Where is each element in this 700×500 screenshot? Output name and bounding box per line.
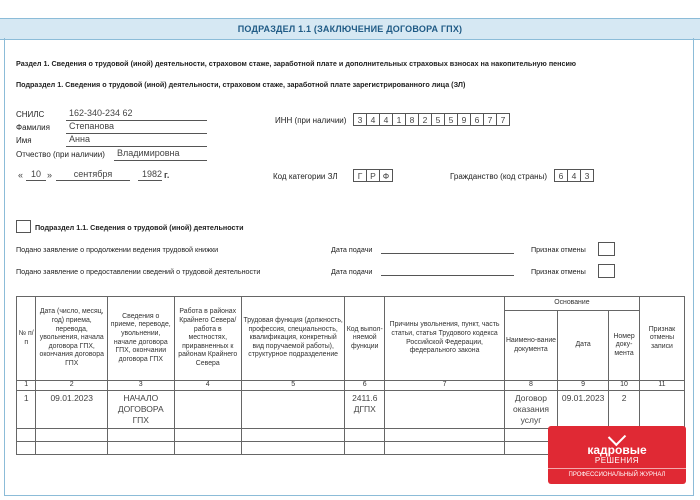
category-cell[interactable]: Р — [366, 169, 380, 182]
category-cell[interactable]: Ф — [379, 169, 393, 182]
col-num-10: 10 — [609, 381, 640, 391]
col-header-2: Дата (число, месяц, год) приема, перевода, увольнения, начала договора ГПХ, окончания договора ГПХ — [36, 297, 108, 381]
row-doc-date[interactable]: 09.01.2023 — [558, 391, 609, 429]
category-label: Код категории ЗЛ — [273, 172, 338, 181]
header-title: ПОДРАЗДЕЛ 1.1 (ЗАКЛЮЧЕНИЕ ДОГОВОРА ГПХ) — [237, 24, 463, 34]
citizenship-cells[interactable] — [554, 169, 594, 182]
surname-field[interactable]: Степанова — [66, 121, 207, 134]
continue-workbook-text: Подано заявление о продолжении ведения трудовой книжки — [16, 245, 219, 254]
date-field-1[interactable] — [381, 243, 514, 254]
row-doc-name[interactable]: Договор оказания услуг — [504, 391, 557, 429]
col-header-10: Номер доку-мента — [609, 311, 640, 381]
col-num-11: 11 — [639, 381, 684, 391]
inn-cell[interactable]: 8 — [405, 113, 419, 126]
cancel-label-2: Признак отмены — [531, 267, 586, 276]
date-field-2[interactable] — [381, 265, 514, 276]
subsection-title: Подраздел 1.1. Сведения о трудовой (иной) деятельности — [35, 223, 244, 232]
logo-line3: ПРОФЕССИОНАЛЬНЫЙ ЖУРНАЛ — [548, 468, 686, 479]
col-header-1: № п/п — [17, 297, 36, 381]
row-function[interactable] — [242, 391, 345, 429]
citizenship-cell[interactable]: 3 — [580, 169, 594, 182]
logo-line2: РЕШЕНИЯ — [594, 456, 640, 465]
inn-cell[interactable]: 7 — [483, 113, 497, 126]
col-num-8: 8 — [504, 381, 557, 391]
inn-cell[interactable]: 4 — [366, 113, 380, 126]
birth-month[interactable]: сентября — [56, 169, 130, 181]
col-header-9: Дата — [558, 311, 609, 381]
row-reason[interactable] — [385, 391, 505, 429]
row-code[interactable]: 2411.6 ДГПХ — [345, 391, 385, 429]
snils-label: СНИЛС — [16, 110, 45, 119]
inn-cell[interactable]: 1 — [392, 113, 406, 126]
col-header-5: Трудовая функция (должность, профессия, специальность, квалификация, конкретный вид поручаемой работы), структурное подразделение — [242, 297, 345, 381]
citizenship-label: Гражданство (код страны) — [450, 172, 547, 181]
col-num-3: 3 — [108, 381, 174, 391]
cancel-label-1: Признак отмены — [531, 245, 586, 254]
citizenship-cell[interactable]: 6 — [554, 169, 568, 182]
inn-cell[interactable]: 4 — [379, 113, 393, 126]
inn-cell[interactable]: 7 — [496, 113, 510, 126]
category-cells[interactable] — [353, 169, 393, 182]
snils-field[interactable]: 162-340-234 62 — [66, 108, 207, 121]
inn-cell[interactable]: 9 — [457, 113, 471, 126]
col-num-9: 9 — [558, 381, 609, 391]
section-subtitle: Подраздел 1. Сведения о трудовой (иной) деятельности, страховом стаже, заработной плате зарегистрированного лица (ЗЛ) — [16, 80, 466, 89]
col-num-5: 5 — [242, 381, 345, 391]
birth-year[interactable]: 1982 — [138, 169, 162, 181]
birth-close-quote: » — [47, 170, 53, 180]
cancel-checkbox-1[interactable] — [598, 242, 615, 256]
col-header-4: Работа в районах Крайнего Севера/работа в местностях, приравненных к районам Крайнего Севера — [174, 297, 242, 381]
inn-cell[interactable]: 6 — [470, 113, 484, 126]
basis-header: Основание — [504, 297, 639, 311]
col-num-6: 6 — [345, 381, 385, 391]
header-bar — [0, 18, 700, 40]
col-num-2: 2 — [36, 381, 108, 391]
date-label-1: Дата подачи — [331, 245, 373, 254]
col-num-1: 1 — [17, 381, 36, 391]
cancel-checkbox-2[interactable] — [598, 264, 615, 278]
table-row — [17, 391, 685, 429]
inn-cell[interactable]: 5 — [431, 113, 445, 126]
name-field[interactable]: Анна — [66, 134, 207, 147]
inn-cell[interactable]: 3 — [353, 113, 367, 126]
inn-cell[interactable]: 5 — [444, 113, 458, 126]
row-event[interactable]: НАЧАЛО ДОГОВОРА ГПХ — [108, 391, 174, 429]
patronymic-label: Отчество (при наличии) — [16, 150, 105, 159]
category-cell[interactable]: Г — [353, 169, 367, 182]
col-header-11: Признак отмены записи — [639, 297, 684, 381]
col-num-4: 4 — [174, 381, 242, 391]
col-header-3: Сведения о приеме, переводе, увольнении, начале договора ГПХ, окончании договора ГПХ — [108, 297, 174, 381]
row-cancel[interactable] — [639, 391, 684, 429]
row-num[interactable]: 1 — [17, 391, 36, 429]
section-title: Раздел 1. Сведения о трудовой (иной) деятельности, страховом стаже, заработной плате и дополнительных страховых взносах на накопительную пенсию — [16, 59, 577, 68]
provide-info-text: Подано заявление о предоставлении сведений о трудовой деятельности — [16, 267, 261, 276]
birth-open-quote: « — [18, 170, 24, 180]
inn-label: ИНН (при наличии) — [275, 116, 347, 125]
col-header-8: Наимено-вание документа — [504, 311, 557, 381]
row-doc-number[interactable]: 2 — [609, 391, 640, 429]
birth-day[interactable]: 10 — [26, 169, 46, 181]
col-header-6: Код выпол-няемой функции — [345, 297, 385, 381]
name-label: Имя — [16, 136, 32, 145]
date-label-2: Дата подачи — [331, 267, 373, 276]
kadrovye-resheniya-logo — [548, 426, 686, 484]
patronymic-field[interactable]: Владимировна — [114, 148, 207, 161]
year-suffix: г. — [164, 170, 170, 180]
row-north[interactable] — [174, 391, 242, 429]
inn-cells[interactable] — [353, 113, 510, 126]
subsection-checkbox[interactable] — [16, 220, 31, 233]
citizenship-cell[interactable]: 4 — [567, 169, 581, 182]
logo-line1: кадровые — [587, 443, 647, 457]
col-num-7: 7 — [385, 381, 505, 391]
inn-cell[interactable]: 2 — [418, 113, 432, 126]
row-date[interactable]: 09.01.2023 — [36, 391, 108, 429]
surname-label: Фамилия — [16, 123, 50, 132]
col-header-7: Причины увольнения, пункт, часть статьи, статья Трудового кодекса Российской Федерации, федерального закона — [385, 297, 505, 381]
